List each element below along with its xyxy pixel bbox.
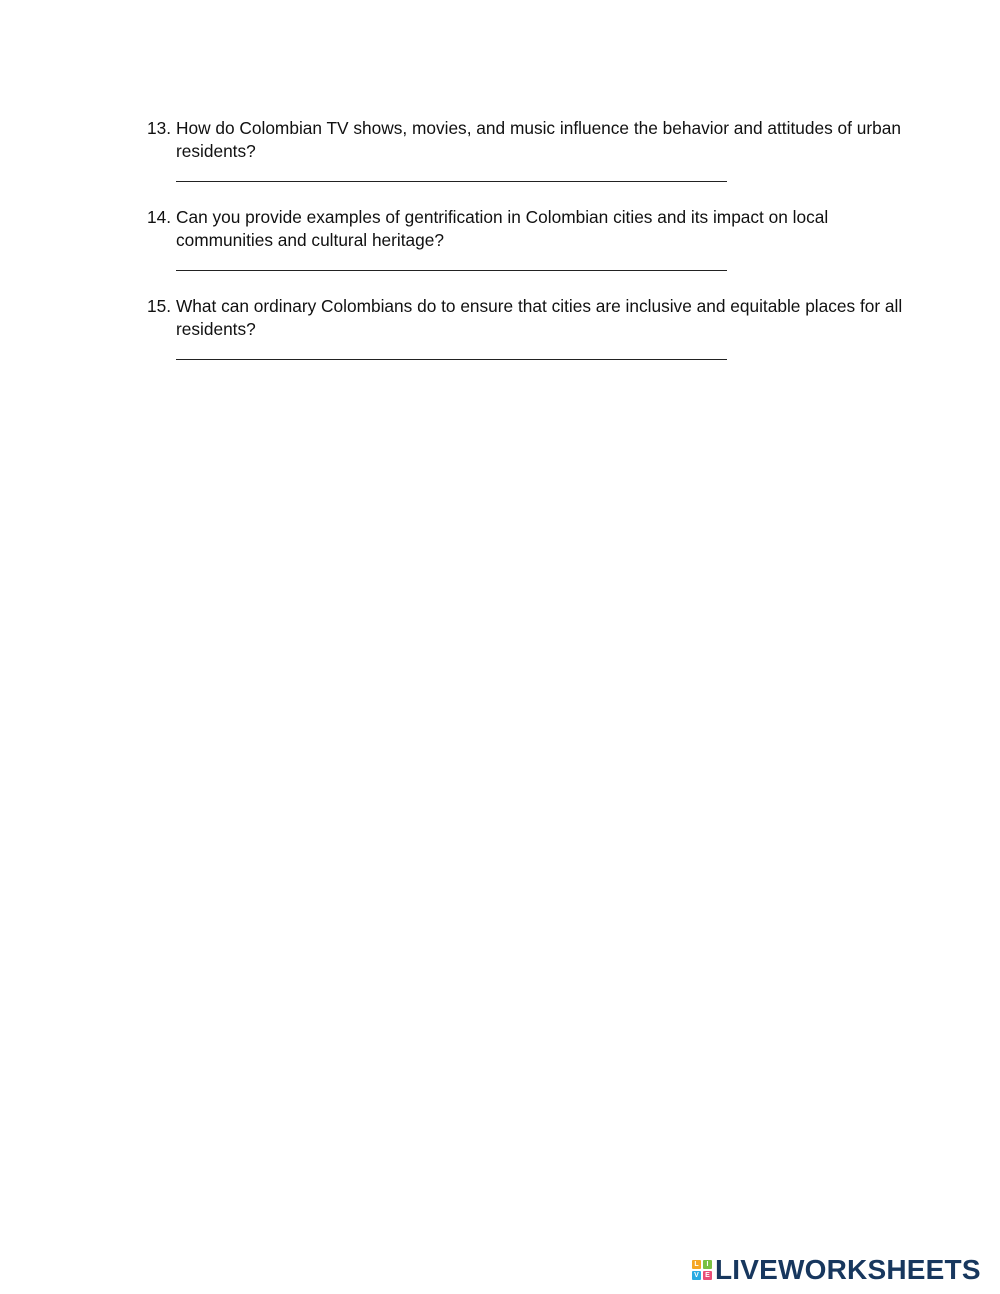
- logo-text: LIVEWORKSHEETS: [715, 1254, 981, 1285]
- logo-mark-letter: V: [692, 1271, 701, 1280]
- question-13: [147, 117, 907, 167]
- question-15: [147, 295, 907, 345]
- logo-mark-letter: E: [703, 1271, 712, 1280]
- answer-line-13[interactable]: [176, 181, 727, 182]
- question-text: What can ordinary Colombians do to ensure that cities are inclusive and equitable places for all residents?: [176, 296, 903, 339]
- logo-mark-letter: I: [703, 1260, 712, 1269]
- question-text: How do Colombian TV shows, movies, and music influence the behavior and attitudes of urban residents?: [176, 118, 901, 161]
- logo-mark-icon: [692, 1260, 712, 1280]
- answer-line-15[interactable]: [176, 359, 727, 360]
- question-14: [147, 206, 907, 256]
- liveworksheets-logo: [692, 1255, 981, 1285]
- answer-line-14[interactable]: [176, 270, 727, 271]
- logo-mark-letter: L: [692, 1260, 701, 1269]
- question-number: 14.: [147, 207, 172, 227]
- question-number: 13.: [147, 118, 172, 138]
- question-text: Can you provide examples of gentrification in Colombian cities and its impact on local communities and cultural heritage?: [176, 207, 829, 250]
- question-number: 15.: [147, 296, 172, 316]
